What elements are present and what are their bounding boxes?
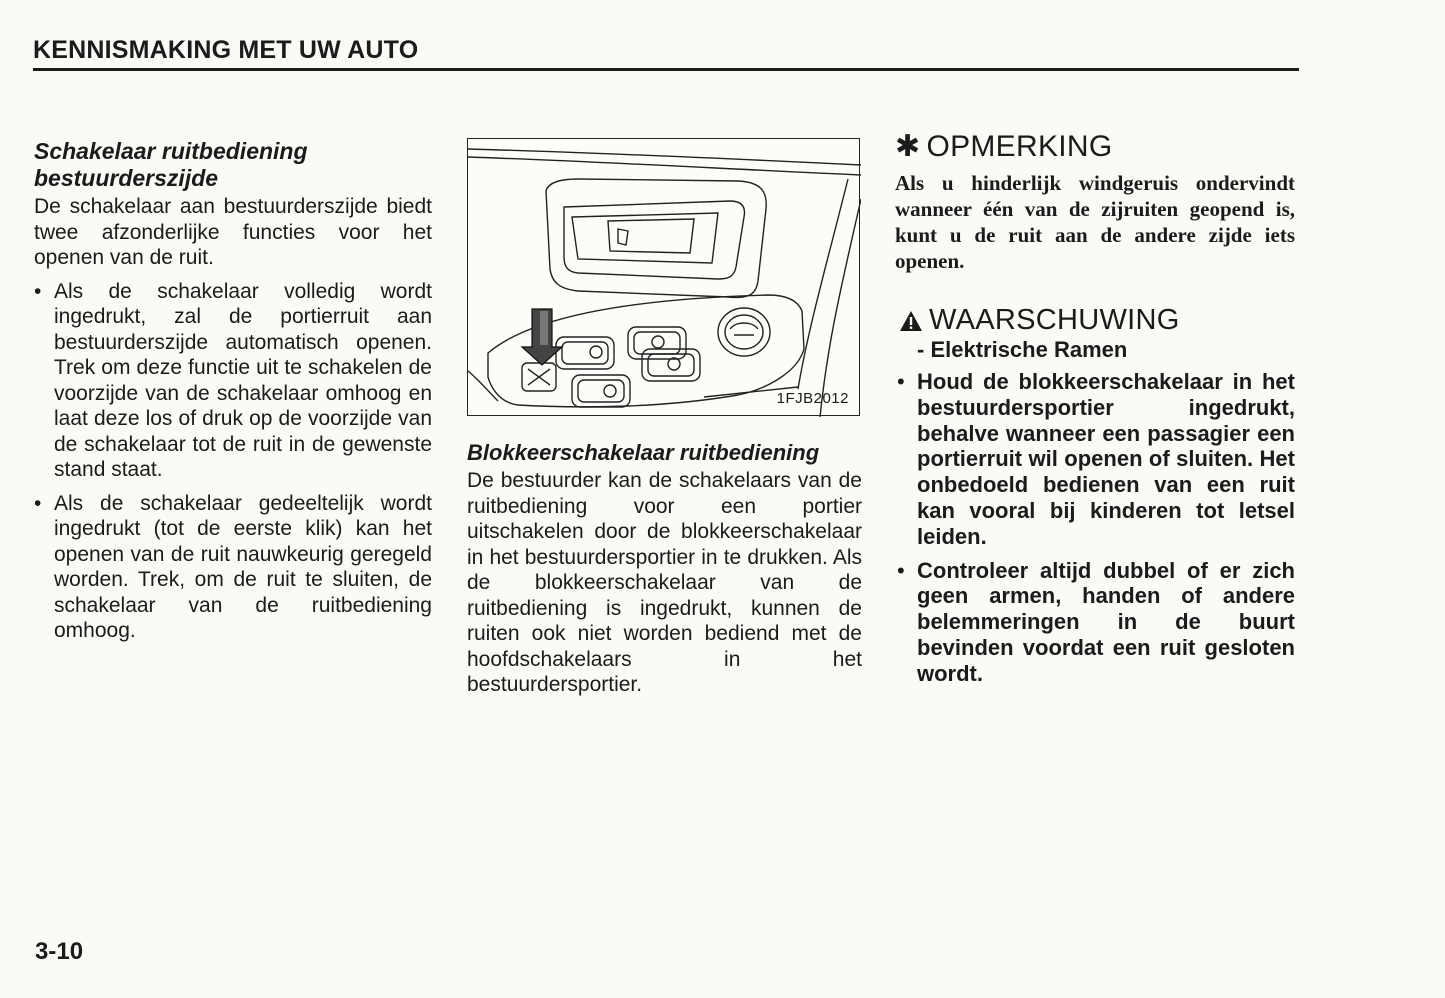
list-item-text: Als de schakelaar volledig wordt ingedrukt, zal de portierruit aan bestuurderszijde automatisch openen. Trek om deze functie uit te schakelen de voorzijde van de schakelaar omhoog en laat deze los of druk op de voorzijde van de schakelaar tot de ruit in de gewenste stand staat. bbox=[54, 279, 432, 481]
list-item bbox=[895, 558, 1295, 687]
warning-title: WAARSCHUWING bbox=[929, 304, 1180, 336]
section-header: KENNISMAKING MET UW AUTO bbox=[33, 36, 419, 64]
bullet-icon: • bbox=[34, 279, 42, 303]
warning-subtitle: - Elektrische Ramen bbox=[917, 337, 1128, 362]
warning-triangle-icon bbox=[899, 310, 923, 332]
list-item-text: Als de schakelaar gedeeltelijk wordt ingedrukt (tot de eerste klik) kan het openen van de ruit nauwkeurig geregeld worden. Trek, om de ruit te sluiten, de schakelaar van de ruitbediening omhoog. bbox=[54, 491, 432, 642]
middle-column bbox=[467, 138, 862, 698]
window-lock-switch-illustration bbox=[467, 138, 860, 416]
bullet-icon: • bbox=[897, 557, 905, 583]
note-heading bbox=[895, 130, 1295, 164]
warning-block bbox=[895, 304, 1295, 687]
note-title: OPMERKING bbox=[926, 130, 1113, 163]
bullet-icon: • bbox=[34, 491, 42, 515]
warning-heading bbox=[895, 304, 1295, 337]
list-item bbox=[895, 369, 1295, 550]
warning-list bbox=[895, 369, 1295, 687]
header-rule bbox=[33, 68, 1299, 71]
list-item bbox=[34, 491, 432, 644]
bullet-icon: • bbox=[897, 369, 905, 394]
right-column bbox=[895, 130, 1295, 695]
page-number: 3-10 bbox=[35, 938, 84, 965]
driver-switch-list bbox=[34, 279, 432, 644]
left-column bbox=[34, 138, 432, 652]
list-item-text: Houd de blokkeerschakelaar in het bestuurdersportier ingedrukt, behalve wanneer een passagier een portierruit wil openen of sluiten. Het onbedoeld bedienen van een ruit kan vooral bij kinderen tot letsel leiden. bbox=[917, 369, 1295, 549]
asterisk-icon: ✱ bbox=[895, 130, 921, 163]
driver-switch-heading: Schakelaar ruitbediening bestuurderszijde bbox=[34, 138, 308, 191]
list-item bbox=[34, 279, 432, 483]
note-text: Als u hinderlijk windgeruis ondervindt wanneer één van de zijruiten geopend is, kunt u de ruit aan de andere zijde iets openen. bbox=[895, 171, 1295, 273]
driver-switch-intro: De schakelaar aan bestuurderszijde biedt twee afzonderlijke functies voor het openen van de ruit. bbox=[34, 195, 432, 269]
list-item-text: Controleer altijd dubbel of er zich geen armen, handen of andere belemmeringen in de buurt bevinden voordat een ruit gesloten wordt. bbox=[917, 557, 1295, 686]
lock-switch-caption: Blokkeerschakelaar ruitbediening bbox=[467, 440, 820, 465]
figure-code: 1FJB2012 bbox=[776, 390, 849, 407]
door-panel-drawing bbox=[468, 139, 861, 417]
lock-switch-text: De bestuurder kan de schakelaars van de ruitbediening voor een portier uitschakelen door de blokkeerschakelaar in het bestuurdersportier in te drukken. Als de blokkeerschakelaar van de ruitbediening is ingedrukt, kunnen de ruiten ook niet worden bediend met de hoofdschakelaars in het bestuurdersportier. bbox=[467, 469, 862, 696]
